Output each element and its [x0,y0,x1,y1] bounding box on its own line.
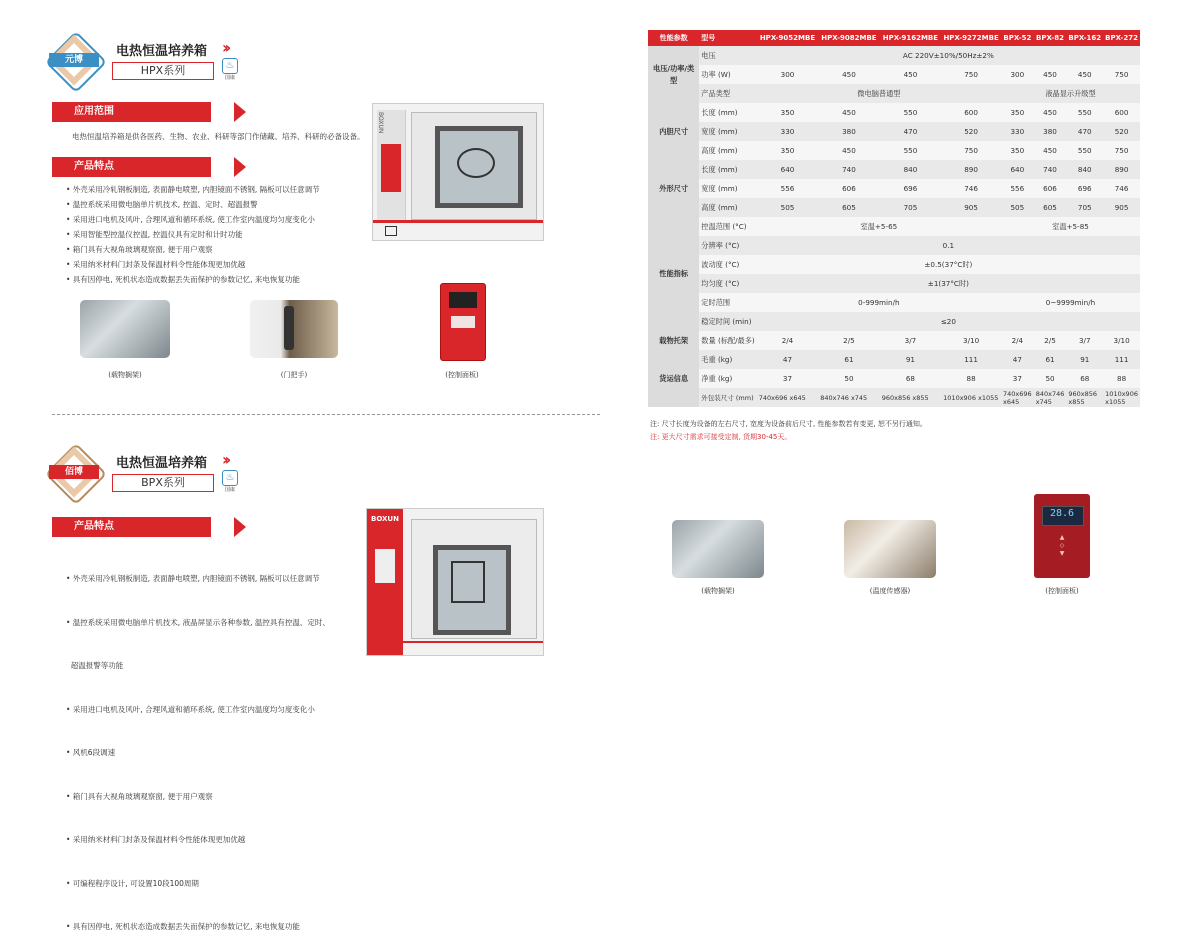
shelf-photo [672,520,764,578]
cell: 室温+5-85 [1001,217,1140,236]
feature-item: • 采用智能型控温仪控温, 控温仪具有定时和计时功能 [66,230,243,239]
note-custom: 注: 更大尺寸需求可接受定制, 货期30-45天。 [650,433,792,441]
hpx-feature-list [66,182,386,287]
cell: 606 [1034,179,1067,198]
feature-item: • 箱门具有大视角玻璃观察窗, 便于用户观察 [66,791,213,801]
cell: 470 [1066,122,1103,141]
row-label: 控温范围 (°C) [699,217,756,236]
device-brand: BOXUN [377,112,384,134]
cell: 2/4 [757,331,818,350]
cell: 556 [757,179,818,198]
hpx-logo [52,38,96,82]
feature-item: • 温控系统采用微电脑单片机技术, 液晶屏显示各种参数, 温控具有控温、定时、 [66,617,330,627]
hpx-series-label: HPX系列 [112,62,214,80]
features-header: 产品特点 [52,517,246,537]
bpx-device-image [366,508,544,656]
cell: 550 [1066,103,1103,122]
cell: 3/7 [1066,331,1103,350]
cell: 61 [818,350,879,369]
cell: 470 [880,122,941,141]
cell: 450 [818,65,879,84]
cell: 840 [1066,160,1103,179]
cell: ≤20 [757,312,1140,331]
section-divider [52,414,600,415]
cell: 91 [880,350,941,369]
cell: 380 [1034,122,1067,141]
row-label: 长度 (mm) [699,103,756,122]
cell: 640 [1001,160,1034,179]
cell: 0~9999min/h [1001,293,1140,312]
column-header: HPX-9082MBE [818,30,879,46]
cell: 0.1 [757,236,1140,255]
cell: 740 [1034,160,1067,179]
column-header: BPX-52 [1001,30,1034,46]
cell: 2/4 [1001,331,1034,350]
row-label: 高度 (mm) [699,141,756,160]
cell: 606 [818,179,879,198]
cell: 520 [941,122,1001,141]
row-label: 净重 (kg) [699,369,756,388]
table-row [648,122,1140,141]
column-header: HPX-9272MBE [941,30,1001,46]
cell: 微电脑普通型 [757,84,1001,103]
cell: 550 [880,103,941,122]
column-header: HPX-9162MBE [880,30,941,46]
table-row [648,141,1140,160]
cell: 3/10 [1103,331,1140,350]
cell: 890 [1103,160,1140,179]
row-label: 波动度 (°C) [699,255,756,274]
cell: 450 [880,65,941,84]
sensor-photo [844,520,936,578]
feature-item: • 具有因停电, 死机状态造成数据丢失而保护的参数记忆, 来电恢复功能 [66,922,300,931]
cell: 750 [941,141,1001,160]
table-header-row [648,30,1140,46]
cell: 550 [1066,141,1103,160]
cell: 300 [757,65,818,84]
cell: 840 [880,160,941,179]
cell: 350 [1001,141,1034,160]
feature-item: • 可编程程序设计, 可设置10段100周期 [66,878,199,888]
cell: 450 [818,141,879,160]
row-label: 稳定时间 (min) [699,312,756,331]
cell: 556 [1001,179,1034,198]
cell: 3/7 [880,331,941,350]
table-row [648,46,1140,65]
cell: 705 [1066,198,1103,217]
cell: ±0.5(37°C时) [757,255,1140,274]
cell: 890 [941,160,1001,179]
table-row [648,255,1140,274]
cell: 1010x906 x1055 [941,388,1001,407]
column-header: BPX-162 [1066,30,1103,46]
feature-item: • 采用进口电机及风叶, 合理风道和循环系统, 使工作室内温度均匀度变化小 [66,704,315,714]
hpx-title: 电热恒温培养箱 [116,44,208,59]
table-row [648,160,1140,179]
cell: AC 220V±10%/50Hz±2% [757,46,1140,65]
cell: 600 [1103,103,1140,122]
row-label: 数量 (标配/最多) [699,331,756,350]
cell: 696 [880,179,941,198]
feature-item: • 外壳采用冷轧钢板制造, 表面静电喷塑, 内胆镜面不锈钢, 隔板可以任意调节 [66,574,320,583]
cell: 705 [880,198,941,217]
cell: 88 [941,369,1001,388]
feature-item: 超温报警等功能 [66,661,124,670]
table-row [648,388,1140,407]
cell: ±1(37°C时) [757,274,1140,293]
cell: 840x746 x745 [1035,389,1065,406]
cell: 605 [1034,198,1067,217]
cell: 450 [818,103,879,122]
cell: 3/10 [941,331,1001,350]
chevron-right-icon: ›› [222,450,228,469]
cell: 450 [1066,65,1103,84]
control-panel-photo [440,283,486,361]
cell: 350 [757,141,818,160]
feature-item: • 箱门具有大视角玻璃观察窗, 便于用户观察 [66,245,213,254]
column-header: HPX-9052MBE [757,30,818,46]
cell: 960x856 x855 [880,388,941,407]
table-row [648,84,1140,103]
row-label: 毛重 (kg) [699,350,756,369]
note-dimensions: 注: 尺寸长度为设备的左右尺寸, 宽度为设备前后尺寸, 性能参数若有变更, 恕不另行通知。 [650,420,927,428]
cell: 740x696 x645 [1003,389,1032,406]
cell: 50 [1034,369,1067,388]
cert-icon: ♨ 国康 [222,58,238,81]
cell: 600 [941,103,1001,122]
application-header: 应用范围 [52,102,246,122]
cell: 2/5 [1034,331,1067,350]
cell: 300 [1001,65,1034,84]
table-row [648,217,1140,236]
group-label: 载物托架 [648,331,699,350]
row-label: 宽度 (mm) [699,122,756,141]
cell: 840x746 x745 [818,388,879,407]
column-header: 性能参数 [648,30,699,46]
column-header: 型号 [699,30,756,46]
application-text: 电热恒温培养箱是供各医药、生物、农业、科研等部门作储藏、培养、科研的必备设备。 [72,132,365,141]
device-brand: BOXUN [371,515,399,523]
group-label: 内胆尺寸 [648,103,699,160]
table-row [648,331,1140,350]
brand-badge: 元博 [49,53,99,67]
cell: 750 [1103,65,1140,84]
cell: 380 [818,122,879,141]
cell: 750 [1103,141,1140,160]
cell: 61 [1034,350,1067,369]
feature-item: • 风机6段调速 [66,748,116,757]
cell: 750 [941,65,1001,84]
cell: 960x856 x855 [1066,388,1103,407]
control-panel-photo: 28.6 ▲ ◇ ▼ [1034,494,1090,578]
cell: 47 [757,350,818,369]
shelf-caption: (载物搁架) [108,371,142,379]
cell: 68 [880,369,941,388]
cell: 0-999min/h [757,293,1001,312]
cell: 740x696 x645 [757,388,818,407]
cell: 350 [1001,103,1034,122]
cell: 47 [1001,350,1034,369]
feature-item: • 温控系统采用微电脑单片机技术, 控温、定时、超温报警 [66,200,258,209]
feature-item: • 采用纳米材料门封条及保温材料令性能体现更加优越 [66,260,246,269]
brand-badge: 佰博 [49,465,99,479]
table-row [648,369,1140,388]
cell: 330 [1001,122,1034,141]
cell: 450 [1034,65,1067,84]
table-row [648,198,1140,217]
column-header: BPX-82 [1034,30,1067,46]
cell: 88 [1103,369,1140,388]
table-row [648,179,1140,198]
table-row [648,350,1140,369]
cell: 905 [1103,198,1140,217]
bpx-series-label: BPX系列 [112,474,214,492]
cell: 68 [1066,369,1103,388]
cell: 液晶显示升级型 [1001,84,1140,103]
group-label: 外形尺寸 [648,160,699,217]
feature-item: • 采用进口电机及风叶, 合理风道和循环系统, 使工作室内温度均匀度变化小 [66,215,315,224]
panel-caption: (控制面板) [1045,587,1079,595]
cert-icon: ♨ 国康 [222,470,238,493]
row-label: 产品类型 [699,84,756,103]
row-label: 定时范围 [699,293,756,312]
bpx-title: 电热恒温培养箱 [116,456,208,471]
cell: 905 [941,198,1001,217]
cell: 605 [818,198,879,217]
table-row [648,236,1140,255]
cell: 550 [880,141,941,160]
table-row [648,103,1140,122]
row-label: 均匀度 (°C) [699,274,756,293]
cell: 740 [818,160,879,179]
row-label: 高度 (mm) [699,198,756,217]
cell: 450 [1034,141,1067,160]
spec-table [648,30,1140,407]
bpx-feature-list [66,543,356,949]
cell: 室温+5-65 [757,217,1001,236]
chevron-right-icon: ›› [222,38,228,57]
cell: 1010x906 x1055 [1103,388,1140,407]
row-label: 分辨率 (°C) [699,236,756,255]
table-row [648,293,1140,312]
shelf-caption: (载物搁架) [701,587,735,595]
cell: 111 [1103,350,1140,369]
cell: 50 [818,369,879,388]
row-label: 长度 (mm) [699,160,756,179]
feature-item: • 外壳采用冷轧钢板制造, 表面静电喷塑, 内胆镜面不锈钢, 隔板可以任意调节 [66,185,320,194]
row-label: 功率 (W) [699,65,756,84]
cell: 696 [1066,179,1103,198]
cell: 111 [941,350,1001,369]
cell: 746 [1103,179,1140,198]
handle-caption: (门把手) [280,371,308,379]
cell: 91 [1066,350,1103,369]
cell: 746 [941,179,1001,198]
cell: 505 [1001,198,1034,217]
column-header: BPX-272 [1103,30,1140,46]
feature-item: • 采用纳米材料门封条及保温材料令性能体现更加优越 [66,835,246,844]
table-row [648,312,1140,331]
row-label: 电压 [699,46,756,65]
cell: 450 [1034,103,1067,122]
group-label: 电压/功率/类型 [648,46,699,103]
panel-caption: (控制面板) [445,371,479,379]
bpx-logo [52,450,96,494]
door-handle-photo [250,300,338,358]
hpx-device-image [372,103,544,241]
display-value: 28.6 [1049,508,1075,519]
cell: 37 [1001,369,1034,388]
cell: 330 [757,122,818,141]
feature-item: • 具有因停电, 死机状态造成数据丢失而保护的参数记忆, 来电恢复功能 [66,275,300,284]
features-header: 产品特点 [52,157,246,177]
cell: 37 [757,369,818,388]
group-label: 性能指标 [648,217,699,331]
table-row [648,274,1140,293]
cell: 350 [757,103,818,122]
sensor-caption: (温度传感器) [869,587,911,595]
cell: 505 [757,198,818,217]
table-row [648,65,1140,84]
group-label: 货运信息 [648,350,699,407]
shelf-photo [80,300,170,358]
cell: 2/5 [818,331,879,350]
row-label: 宽度 (mm) [699,179,756,198]
cell: 520 [1103,122,1140,141]
row-label: 外包装尺寸 (mm) [699,388,756,407]
cell: 640 [757,160,818,179]
